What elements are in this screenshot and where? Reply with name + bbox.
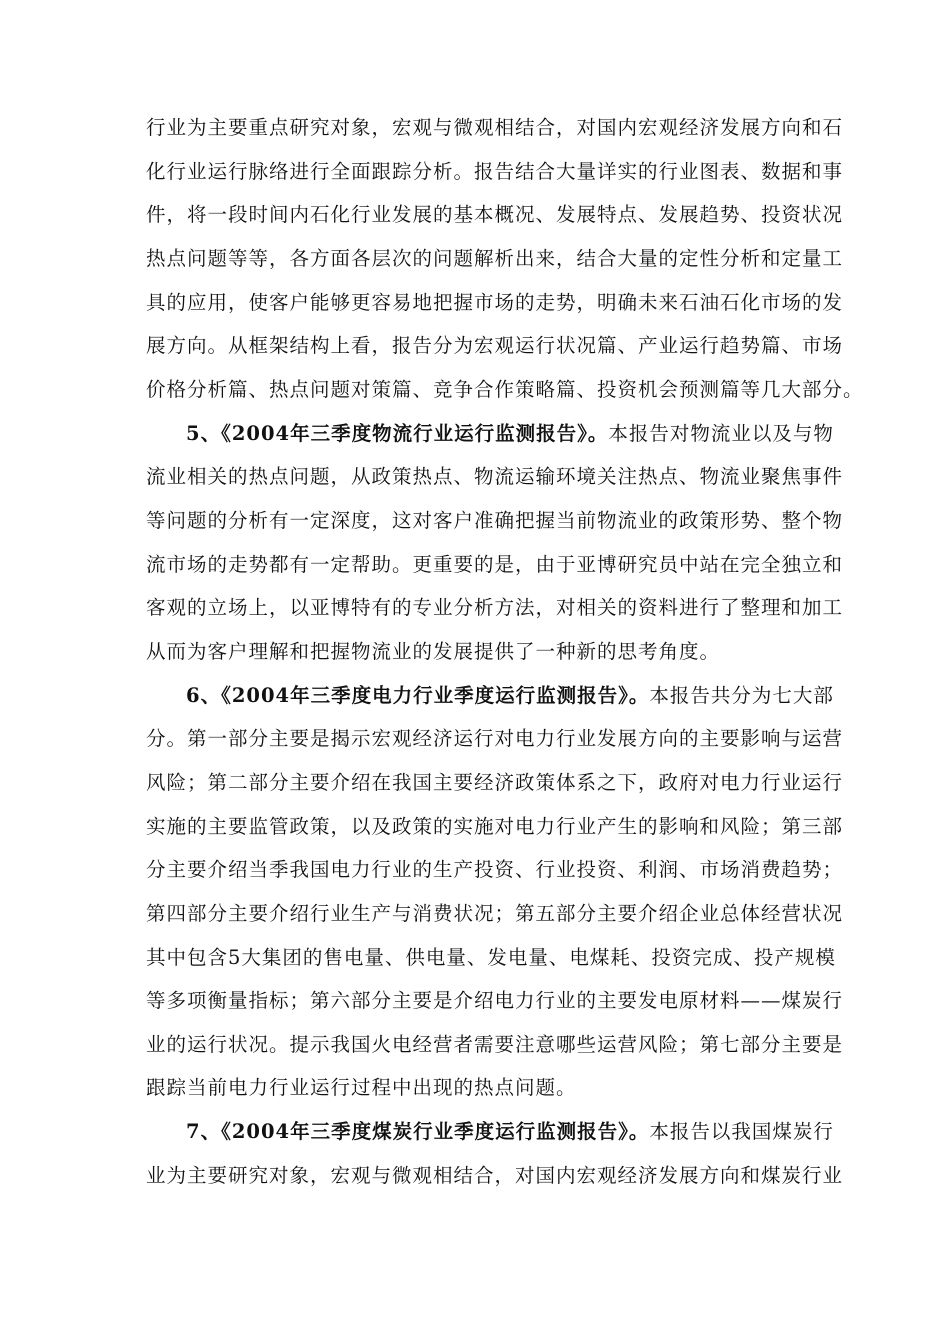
item-6-first-text: 本报告共分为七大部 [649, 684, 834, 707]
paragraph-line: 分主要介绍当季我国电力行业的生产投资、行业投资、利润、市场消费趋势； [146, 858, 844, 881]
paragraph-line: 热点问题等等，各方面各层次的问题解析出来，结合大量的定性分析和定量工 [146, 247, 844, 270]
item-7-title: 《2004年三季度煤炭行业季度运行监测报告》。 [221, 1120, 650, 1143]
paragraph-line: 实施的主要监管政策，以及政策的实施对电力行业产生的影响和风险；第三部 [146, 815, 844, 838]
paragraph-line: 分。第一部分主要是揭示宏观经济运行对电力行业发展方向的主要影响与运营 [146, 727, 844, 750]
paragraph-line: 客观的立场上，以亚博特有的专业分析方法，对相关的资料进行了整理和加工 [146, 596, 844, 619]
item-7-first-text: 本报告以我国煤炭行 [649, 1120, 834, 1143]
paragraph-line: 业为主要研究对象，宏观与微观相结合，对国内宏观经济发展方向和煤炭行业 [146, 1164, 844, 1187]
item-5-title: 《2004年三季度物流行业运行监测报告》。 [221, 422, 609, 445]
item-5-first-text: 本报告对物流业以及与物 [608, 422, 834, 445]
paragraph-line: 等多项衡量指标；第六部分主要是介绍电力行业的主要发电原材料——煤炭行 [146, 989, 844, 1012]
paragraph-line: 化行业运行脉络进行全面跟踪分析。报告结合大量详实的行业图表、数据和事 [146, 160, 844, 183]
paragraph-line: 流业相关的热点问题，从政策热点、物流运输环境关注热点、物流业聚焦事件 [146, 465, 844, 488]
item-5-heading-line [186, 414, 834, 454]
item-7-number: 7、 [186, 1120, 222, 1143]
paragraph-line: 从而为客户理解和把握物流业的发展提供了一种新的思考角度。 [146, 640, 721, 663]
item-6-number: 6、 [186, 684, 222, 707]
paragraph-line: 风险；第二部分主要介绍在我国主要经济政策体系之下，政府对电力行业运行 [146, 771, 844, 794]
paragraph-line: 展方向。从框架结构上看，报告分为宏观运行状况篇、产业运行趋势篇、市场 [146, 334, 844, 357]
paragraph-line: 价格分析篇、热点问题对策篇、竞争合作策略篇、投资机会预测篇等几大部分。 [146, 378, 864, 401]
item-6-heading-line [186, 676, 834, 716]
paragraph-line: 跟踪当前电力行业运行过程中出现的热点问题。 [146, 1076, 577, 1099]
paragraph-line: 流市场的走势都有一定帮助。更重要的是，由于亚博研究员中站在完全独立和 [146, 553, 844, 576]
paragraph-line: 第四部分主要介绍行业生产与消费状况；第五部分主要介绍企业总体经营状况 [146, 902, 844, 925]
item-5-number: 5、 [186, 422, 222, 445]
paragraph-line: 业的运行状况。提示我国火电经营者需要注意哪些运营风险；第七部分主要是 [146, 1033, 844, 1056]
paragraph-line: 行业为主要重点研究对象，宏观与微观相结合，对国内宏观经济发展方向和石 [146, 116, 844, 139]
paragraph-line: 件，将一段时间内石化行业发展的基本概况、发展特点、发展趋势、投资状况 [146, 203, 844, 226]
paragraph-line: 其中包含5大集团的售电量、供电量、发电量、电煤耗、投资完成、投产规模 [146, 946, 836, 969]
item-7-heading-line [186, 1112, 834, 1152]
paragraph-line: 等问题的分析有一定深度，这对客户准确把握当前物流业的政策形势、整个物 [146, 509, 844, 532]
item-6-title: 《2004年三季度电力行业季度运行监测报告》。 [221, 684, 650, 707]
paragraph-line: 具的应用，使客户能够更容易地把握市场的走势，明确未来石油石化市场的发 [146, 291, 844, 314]
